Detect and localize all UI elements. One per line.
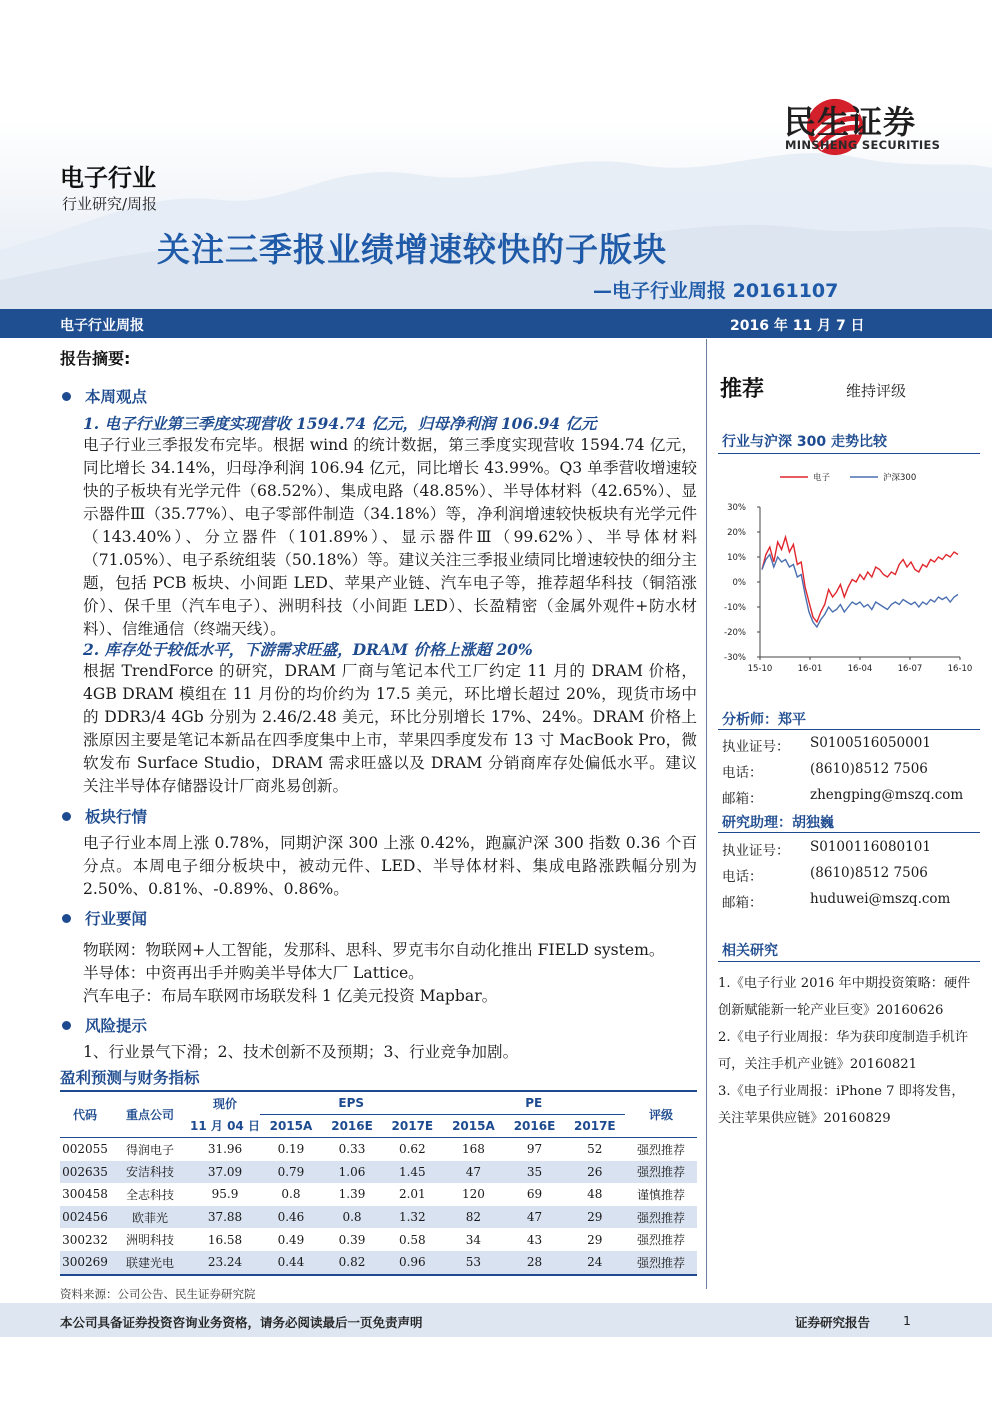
news-item: 半导体：中资再出手并购美半导体大厂 Lattice。 — [83, 964, 424, 982]
cell-value: 1.39 — [338, 1187, 366, 1202]
cell-value: 37.88 — [190, 1206, 260, 1229]
cell-company: 得润电子 — [125, 1142, 174, 1157]
bar-report-label: 电子行业周报 — [60, 318, 144, 334]
analyst-rule — [718, 729, 980, 730]
assistant-email-link[interactable]: huduwei@mszq.com — [810, 891, 951, 907]
kv-value: (8610)8512 7506 — [810, 761, 928, 777]
cell-value: 24 — [565, 1251, 625, 1275]
th-year: 2016E — [331, 1119, 373, 1133]
cell-company: 洲明科技 — [125, 1233, 174, 1248]
risk-text — [83, 1041, 697, 1064]
bullet-icon — [62, 914, 71, 923]
y-tick-label: 20% — [727, 528, 746, 538]
legend-label: 电子 — [813, 473, 831, 483]
cell-code: 300232 — [62, 1232, 108, 1247]
cell-value: 0.8 — [322, 1206, 382, 1229]
cell-value: 16.58 — [207, 1232, 243, 1247]
cell-value: 23.24 — [190, 1251, 260, 1275]
kv-key: 邮箱： — [722, 791, 763, 807]
cell-rating: 强烈推荐 — [625, 1206, 697, 1229]
section-sector — [62, 805, 147, 827]
cell-value: 53 — [442, 1251, 504, 1275]
cell-rating: 强烈推荐 — [625, 1161, 697, 1184]
point2-paragraph: 根据 TrendForce 的研究，DRAM 厂商与笔记本代工厂约定 11 月的 DRAM 价格，4GB DRAM 模组在 11 月份的均价约为 17.5 美元，环比增长超过 20%，现货市场中的 DDR3/4 4Gb 分别为 2.46/2.48 美元，环比分别增长 17%、24%。DRAM 价格上涨原因主要是笔记本新品在四季度集中上市，苹果四季度发布 13 寸 MacBook Pro，微软发布 Surface Studio，DRAM 需求旺盛以及 DRAM 分销商库存处偏低水平。建议关注半导体存储器设计厂商兆易创新。 — [83, 662, 697, 795]
point1-title: 1. 电子行业第三季度实现营收 1594.74 亿元，归母净利润 106.94 亿元 — [83, 414, 597, 433]
cell-value: 0.62 — [398, 1142, 426, 1157]
analyst-heading: 分析师：郑平 — [722, 712, 806, 728]
y-tick-label: 30% — [727, 503, 746, 513]
cell-value: 26 — [565, 1161, 625, 1184]
bullet-icon — [62, 392, 71, 401]
related-item[interactable]: 1.《电子行业 2016 年中期投资策略：硬件创新赋能新一轮产业巨变》20160626 — [718, 976, 971, 1018]
cell-value: 120 — [461, 1187, 485, 1202]
summary-heading: 报告摘要: — [60, 349, 131, 368]
cell-value: 0.19 — [277, 1142, 305, 1157]
cell-value: 82 — [442, 1206, 504, 1229]
cell-value: 47 — [504, 1206, 564, 1229]
cell-value: 52 — [587, 1142, 603, 1157]
cell-value: 29 — [565, 1206, 625, 1229]
news-item: 物联网：物联网+人工智能，发那科、思科、罗克韦尔自动化推出 FIELD system。 — [83, 941, 665, 959]
table-row — [60, 1206, 697, 1229]
brand-name-cn: 民生证券 — [784, 103, 917, 141]
th-rating: 评级 — [648, 1108, 673, 1122]
cell-value: 95.9 — [211, 1187, 239, 1202]
cell-code: 002456 — [60, 1206, 110, 1229]
th-year: 2016E — [513, 1119, 556, 1133]
section-view-label: 本周观点 — [85, 388, 148, 406]
rating-note: 维持评级 — [846, 382, 907, 400]
trend-chart — [718, 460, 980, 682]
cell-value: 1.45 — [382, 1161, 442, 1184]
table-row — [60, 1251, 697, 1275]
x-tick-label: 16-10 — [947, 664, 973, 674]
th-year: 2017E — [574, 1119, 616, 1133]
cell-value: 168 — [461, 1142, 485, 1157]
section-sector-label: 板块行情 — [85, 808, 148, 826]
kv-key: 电话： — [722, 765, 763, 781]
rating-label: 推荐 — [720, 377, 765, 402]
cell-rating: 强烈推荐 — [636, 1142, 685, 1157]
assistant-heading: 研究助理：胡独巍 — [722, 815, 834, 831]
related-item[interactable]: 3.《电子行业周报：iPhone 7 即将发售，关注苹果供应链》20160829 — [718, 1084, 965, 1126]
page-number: 1 — [903, 1313, 911, 1328]
report-type: 行业研究/周报 — [62, 195, 158, 213]
x-tick-label: 16-01 — [797, 664, 823, 674]
th-eps: EPS — [260, 1091, 442, 1115]
risk-paragraph: 1、行业景气下滑；2、技术创新不及预期；3、行业竞争加剧。 — [83, 1043, 519, 1061]
bullet-icon — [62, 1021, 71, 1030]
y-tick-label: 10% — [727, 553, 746, 563]
x-tick-label: 16-07 — [897, 664, 923, 674]
cell-value: 28 — [504, 1251, 564, 1275]
section-risk-label: 风险提示 — [85, 1017, 148, 1035]
cell-value: 1.06 — [322, 1161, 382, 1184]
cell-value: 0.39 — [338, 1232, 366, 1247]
analyst-email-link[interactable]: zhengping@mszq.com — [810, 787, 964, 803]
chart-heading-rule — [718, 453, 980, 454]
cell-value: 31.96 — [207, 1142, 243, 1157]
series-line-electronics — [762, 537, 958, 622]
cell-code: 002055 — [62, 1142, 108, 1157]
kv-key: 执业证号： — [722, 739, 790, 755]
sector-text — [83, 832, 697, 901]
cell-code: 300458 — [62, 1187, 108, 1202]
point2-text — [83, 660, 697, 798]
sector-paragraph: 电子行业本周上涨 0.78%，同期沪深 300 上涨 0.42%，跑赢沪深 300 指数 0.36 个百分点。本周电子细分板块中，被动元件、LED、半导体材料、集成电路涨跌幅分别为 2.50%、0.81%、-0.89%、0.86%。 — [83, 834, 697, 898]
cell-value: 97 — [526, 1142, 543, 1157]
related-rule — [718, 961, 980, 962]
section-news — [62, 907, 147, 929]
kv-value: S0100516050001 — [810, 735, 931, 751]
related-item[interactable]: 2.《电子行业周报：华为获印度制造手机许可，关注手机产业链》20160821 — [718, 1030, 968, 1072]
th-year: 2015A — [452, 1119, 495, 1133]
analyst-email-row — [722, 787, 982, 811]
cell-value: 0.44 — [260, 1251, 322, 1275]
point2-title: 2. 库存处于较低水平，下游需求旺盛，DRAM 价格上涨超 20% — [83, 640, 533, 659]
cell-value: 47 — [442, 1161, 504, 1184]
kv-value: (8610)8512 7506 — [810, 865, 928, 881]
financial-table-title: 盈利预测与财务指标 — [60, 1069, 200, 1087]
th-year: 2017E — [391, 1119, 434, 1133]
table-source: 资料来源：公司公告、民生证券研究院 — [60, 1287, 256, 1301]
analyst-info — [722, 735, 982, 815]
legend-label: 沪深300 — [883, 473, 917, 483]
cell-value: 29 — [587, 1232, 603, 1247]
industry-label: 电子行业 — [60, 164, 156, 192]
cell-value: 69 — [526, 1187, 543, 1202]
report-title: 关注三季报业绩增速较快的子版块 — [157, 230, 667, 269]
cell-company: 安洁科技 — [110, 1161, 190, 1184]
news-list — [83, 939, 703, 1008]
cell-value: 35 — [504, 1161, 564, 1184]
th-code: 代码 — [72, 1108, 97, 1122]
related-research-list — [718, 970, 976, 1132]
cell-company: 全志科技 — [125, 1187, 174, 1202]
y-tick-label: 0% — [732, 578, 746, 588]
analyst-phone-row — [722, 761, 982, 785]
financial-table — [60, 1090, 697, 1276]
point1-paragraph: 电子行业三季报发布完毕。根据 wind 的统计数据，第三季度实现营收 1594.74 亿元，同比增长 34.14%，归母净利润 106.94 亿元，同比增长 43.99%。Q3 单季营收增速较快的子板块有光学元件（68.52%）、集成电路（48.85%）、半导体材料（42.65%）、显示器件Ⅲ（35.77%）、电子零部件制造（34.18%）等，净利润增速较快板块有光学元件（143.40%）、分立器件（101.89%）、显示器件Ⅲ（99.62%）、半导体材料（71.05%）、电子系统组装（50.18%）等。建议关注三季报业绩同比增速较快的细分主题，包括 PCB 板块、小间距 LED、苹果产业链、汽车电子等，推荐超华科技（铜箔涨价）、保千里（汽车电子）、洲明科技（小间距 LED）、长盈精密（金属外观件+防水材料）、信维通信（终端天线）。 — [83, 436, 697, 638]
y-tick-label: -20% — [724, 628, 746, 638]
th-year: 2015A — [269, 1119, 313, 1133]
kv-key: 邮箱： — [722, 895, 763, 911]
cell-company: 联建光电 — [110, 1251, 190, 1275]
cell-company: 欧菲光 — [110, 1206, 190, 1229]
cell-value: 0.8 — [281, 1187, 301, 1202]
report-date: 2016 年 11 月 7 日 — [730, 318, 865, 334]
cell-rating: 强烈推荐 — [625, 1251, 697, 1275]
cell-value: 43 — [526, 1232, 543, 1247]
th-company: 重点公司 — [125, 1108, 174, 1122]
assistant-rule — [718, 832, 980, 833]
th-price-date: 11 月 04 日 — [190, 1119, 260, 1134]
footer-report-type: 证券研究报告 — [795, 1315, 871, 1330]
cell-value: 0.58 — [398, 1232, 426, 1247]
cell-value: 0.79 — [260, 1161, 322, 1184]
analyst-license-row — [722, 735, 982, 759]
x-tick-label: 16-04 — [847, 664, 873, 674]
cell-value: 0.49 — [277, 1232, 305, 1247]
assistant-license-row — [722, 839, 982, 863]
cell-value: 0.82 — [322, 1251, 382, 1275]
cell-code: 002635 — [60, 1161, 110, 1184]
table-row — [60, 1183, 697, 1206]
cell-code: 300269 — [60, 1251, 110, 1275]
assistant-phone-row — [722, 865, 982, 889]
brand-name-en: MINSHENG SECURITIES — [785, 138, 941, 152]
point1-text — [83, 434, 697, 641]
news-item: 汽车电子：布局车联网市场联发科 1 亿美元投资 Mapbar。 — [83, 987, 498, 1005]
cell-rating: 强烈推荐 — [636, 1233, 685, 1248]
kv-value: S0100116080101 — [810, 839, 931, 855]
section-news-label: 行业要闻 — [85, 910, 148, 928]
table-row — [60, 1161, 697, 1184]
table-row — [60, 1228, 697, 1251]
assistant-info — [722, 839, 982, 919]
related-heading: 相关研究 — [722, 943, 778, 959]
bullet-icon — [62, 812, 71, 821]
cell-rating: 谨慎推荐 — [636, 1187, 685, 1202]
section-view — [62, 385, 147, 407]
chart-heading: 行业与沪深 300 走势比较 — [722, 434, 887, 450]
cell-value: 0.33 — [338, 1142, 366, 1157]
cell-value: 0.96 — [382, 1251, 442, 1275]
assistant-email-row — [722, 891, 982, 915]
cell-value: 34 — [465, 1232, 482, 1247]
y-tick-label: -30% — [724, 653, 746, 663]
cell-value: 48 — [587, 1187, 603, 1202]
th-price: 现价 — [212, 1096, 237, 1111]
kv-key: 电话： — [722, 869, 763, 885]
cell-value: 0.46 — [260, 1206, 322, 1229]
table-row — [60, 1138, 697, 1161]
section-risk — [62, 1014, 147, 1036]
cell-value: 1.32 — [382, 1206, 442, 1229]
cell-value: 37.09 — [190, 1161, 260, 1184]
kv-key: 执业证号： — [722, 843, 790, 859]
y-tick-label: -10% — [724, 603, 746, 613]
th-pe: PE — [442, 1091, 625, 1115]
x-tick-label: 15-10 — [747, 664, 773, 674]
report-subtitle: —电子行业周报 20161107 — [593, 280, 839, 302]
series-line-csi300 — [762, 555, 958, 628]
cell-value: 2.01 — [398, 1187, 426, 1202]
column-divider — [706, 339, 707, 1289]
footer-disclaimer: 本公司具备证券投资咨询业务资格，请务必阅读最后一页免责声明 — [60, 1315, 423, 1330]
